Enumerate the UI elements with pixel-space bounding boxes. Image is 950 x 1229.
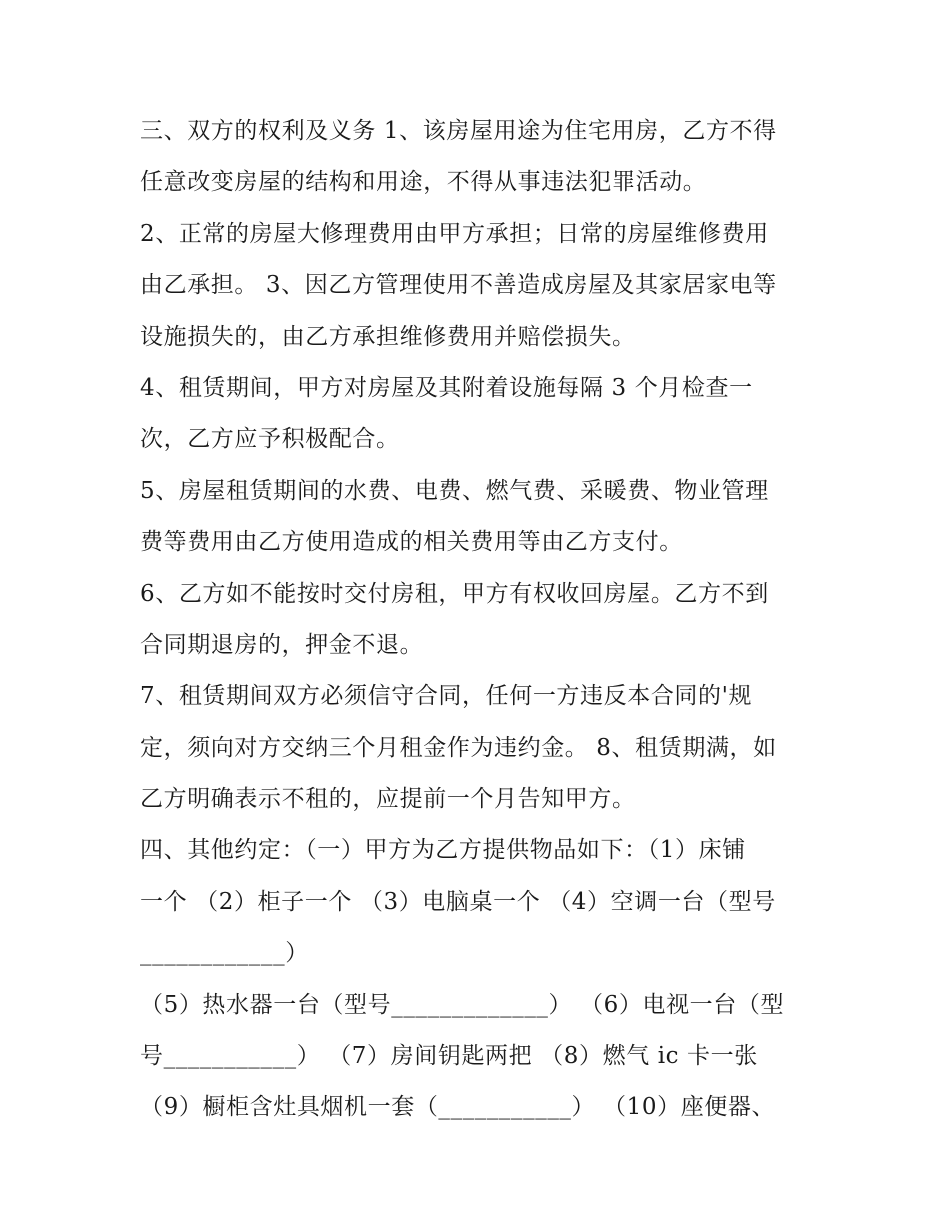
text-line: 四、其他约定：（一）甲方为乙方提供物品如下：（1）床铺 — [140, 837, 746, 864]
text-line: 定，须向对方交纳三个月租金作为违约金。 8、租赁期满，如 — [140, 734, 777, 761]
text-line: 乙方明确表示不租的，应提前一个月告知甲方。 — [140, 786, 636, 813]
text-line: 2、正常的房屋大修理费用由甲方承担；日常的房屋维修费用 — [140, 220, 769, 247]
text-line: 号___________） （7）房间钥匙两把 （8）燃气 ic 卡一张 — [140, 1043, 758, 1070]
text-line: 次，乙方应予积极配合。 — [140, 426, 400, 453]
text-line: 合同期退房的，押金不退。 — [140, 631, 424, 658]
text-line: （5）热水器一台（型号_____________） （6）电视一台（型 — [140, 991, 785, 1018]
text-line: 设施损失的，由乙方承担维修费用并赔偿损失。 — [140, 323, 636, 350]
text-line: 三、双方的权利及义务 1、该房屋用途为住宅用房，乙方不得 — [140, 118, 777, 144]
text-line: 任意改变房屋的结构和用途，不得从事违法犯罪活动。 — [140, 169, 707, 196]
text-line: ____________） — [140, 940, 309, 967]
text-line: （9）橱柜含灶具烟机一套（___________） （10）座便器、 — [140, 1094, 776, 1121]
contract-text — [140, 106, 820, 1134]
text-line: 费等费用由乙方使用造成的相关费用等由乙方支付。 — [140, 529, 683, 556]
text-line: 4、租赁期间，甲方对房屋及其附着设施每隔 3 个月检查一 — [140, 374, 753, 401]
text-line: 5、房屋租赁期间的水费、电费、燃气费、采暖费、物业管理 — [140, 477, 769, 504]
text-line: 7、租赁期间双方必须信守合同，任何一方违反本合同的'规 — [140, 683, 753, 710]
text-line: 由乙承担。 3、因乙方管理使用不善造成房屋及其家居家电等 — [140, 272, 777, 299]
text-line: 6、乙方如不能按时交付房租，甲方有权收回房屋。乙方不到 — [140, 580, 769, 607]
text-line: 一个 （2）柜子一个 （3）电脑桌一个 （4）空调一台（型号 — [140, 888, 776, 915]
